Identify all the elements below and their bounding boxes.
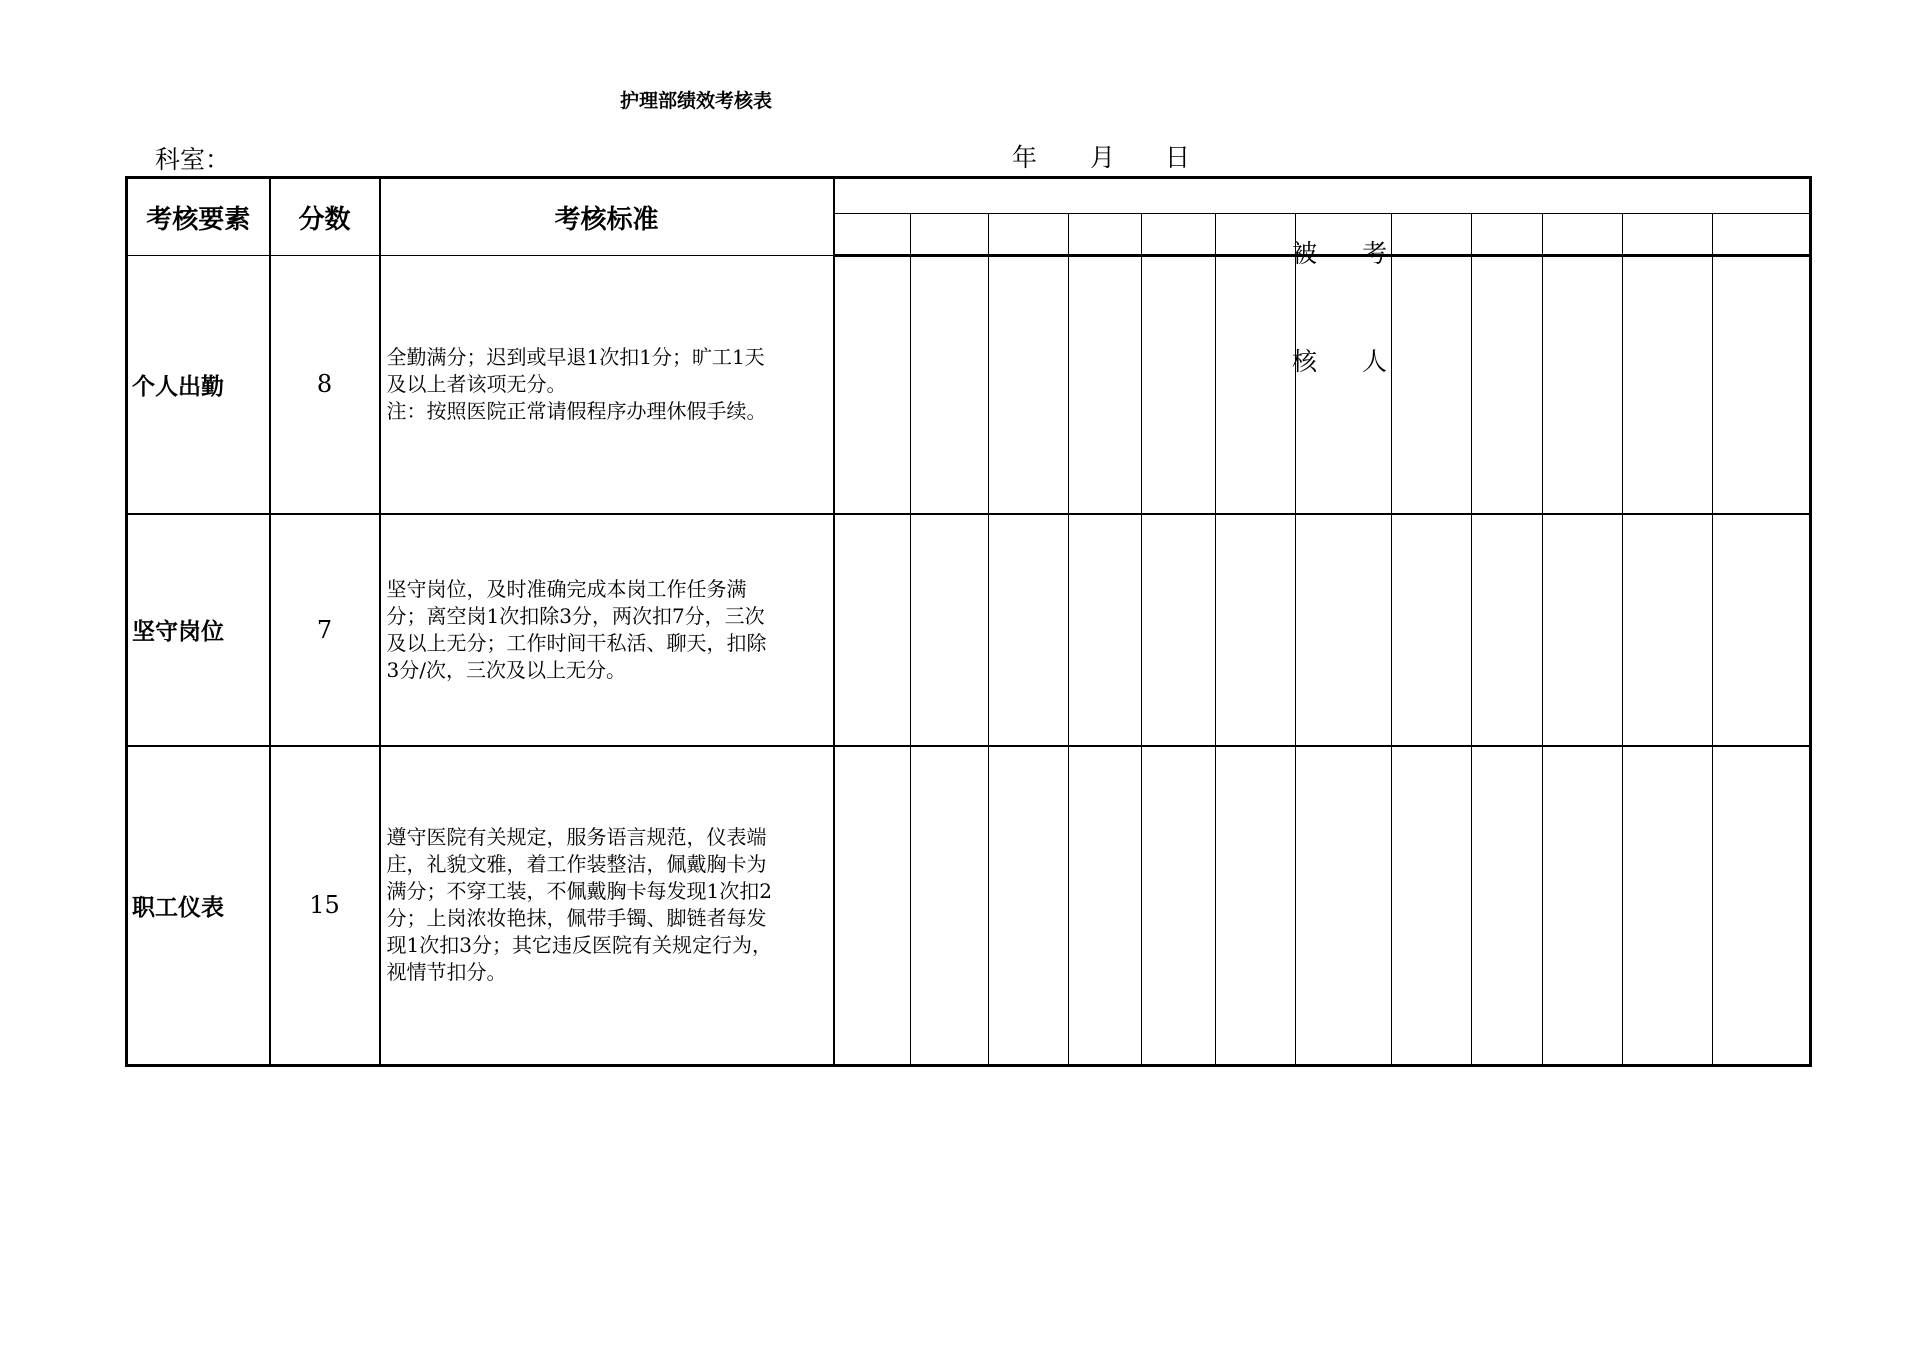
score-entry-cell[interactable] (1472, 746, 1543, 1066)
standard-line: 3分/次，三次及以上无分。 (386, 657, 626, 682)
assessee-name-cell[interactable] (1392, 214, 1472, 256)
month-label: 月 (1090, 143, 1116, 172)
score-entry-cell[interactable] (1623, 514, 1713, 746)
score-entry-cell[interactable] (1216, 256, 1296, 514)
standard-line: 分；离空岗1次扣除3分，两次扣7分，三次 (386, 603, 765, 628)
score-entry-cell[interactable] (834, 256, 911, 514)
assessee-name-cell[interactable] (1472, 214, 1543, 256)
score-entry-cell[interactable] (1216, 514, 1296, 746)
score-entry-cell[interactable] (1069, 746, 1142, 1066)
score-entry-cell[interactable] (1543, 256, 1623, 514)
score-entry-cell[interactable] (1296, 514, 1392, 746)
assessee-name-cell[interactable] (1713, 214, 1811, 256)
score-entry-cell[interactable] (834, 514, 911, 746)
score-entry-cell[interactable] (1296, 746, 1392, 1066)
element-cell: 个人出勤 (127, 256, 270, 514)
table-row (127, 514, 1811, 746)
score-entry-cell[interactable] (1623, 746, 1713, 1066)
standard-cell (380, 256, 834, 514)
assessee-name-cell[interactable] (989, 214, 1069, 256)
score-entry-cell[interactable] (1296, 256, 1392, 514)
header-element: 考核要素 (127, 178, 270, 256)
score-entry-cell[interactable] (1472, 514, 1543, 746)
assessee-char: 被 (1292, 239, 1318, 268)
standard-cell (380, 514, 834, 746)
assessee-char: 考 (1362, 239, 1388, 268)
table-row (127, 746, 1811, 1066)
standard-line: 满分；不穿工装，不佩戴胸卡每发现1次扣2 (386, 879, 772, 904)
standard-line: 及以上者该项无分。 (386, 371, 567, 396)
score-entry-cell[interactable] (989, 256, 1069, 514)
score-cell: 15 (270, 746, 380, 1066)
standard-line: 及以上无分；工作时间干私活、聊天，扣除 (386, 630, 767, 655)
assessee-name-cell[interactable] (1216, 214, 1296, 256)
score-entry-cell[interactable] (834, 746, 911, 1066)
standard-line: 分；上岗浓妆艳抹，佩带手镯、脚链者每发 (386, 906, 767, 931)
score-entry-cell[interactable] (989, 746, 1069, 1066)
standard-line: 视情节扣分。 (386, 960, 507, 985)
element-cell: 坚守岗位 (127, 514, 270, 746)
standard-line: 现1次扣3分；其它违反医院有关规定行为， (386, 933, 772, 958)
header-score: 分数 (270, 178, 380, 256)
assessee-name-cell[interactable] (1142, 214, 1216, 256)
year-label: 年 (1012, 143, 1038, 172)
standard-line: 注：按照医院正常请假程序办理休假手续。 (386, 398, 767, 423)
score-entry-cell[interactable] (1543, 514, 1623, 746)
assessee-name-cell[interactable] (1543, 214, 1623, 256)
assessee-name-cell[interactable] (834, 214, 911, 256)
assessee-name-cell[interactable] (1623, 214, 1713, 256)
standard-line: 坚守岗位，及时准确完成本岗工作任务满 (386, 576, 747, 601)
assessee-header-band (834, 178, 1811, 214)
score-entry-cell[interactable] (1069, 256, 1142, 514)
score-entry-cell[interactable] (1142, 514, 1216, 746)
standard-line: 庄，礼貌文雅，着工作装整洁，佩戴胸卡为 (386, 852, 767, 877)
assessee-char: 核 (1292, 347, 1318, 376)
score-entry-cell[interactable] (1713, 746, 1811, 1066)
score-entry-cell[interactable] (911, 514, 989, 746)
score-entry-cell[interactable] (911, 746, 989, 1066)
assessment-table (125, 176, 1812, 1067)
header-standard: 考核标准 (380, 178, 834, 256)
element-cell: 职工仪表 (127, 746, 270, 1066)
score-entry-cell[interactable] (1392, 256, 1472, 514)
score-entry-cell[interactable] (1392, 514, 1472, 746)
assessee-name-cell[interactable] (1069, 214, 1142, 256)
score-entry-cell[interactable] (1069, 514, 1142, 746)
assessee-char: 人 (1362, 347, 1388, 376)
assessee-name-cell[interactable] (1296, 214, 1392, 256)
score-entry-cell[interactable] (1472, 256, 1543, 514)
score-entry-cell[interactable] (1392, 746, 1472, 1066)
score-cell: 7 (270, 514, 380, 746)
score-entry-cell[interactable] (1216, 746, 1296, 1066)
score-entry-cell[interactable] (1142, 256, 1216, 514)
form-title: 护理部绩效考核表 (620, 90, 773, 112)
score-entry-cell[interactable] (1623, 256, 1713, 514)
score-entry-cell[interactable] (1713, 256, 1811, 514)
score-entry-cell[interactable] (1713, 514, 1811, 746)
standard-line: 遵守医院有关规定，服务语言规范，仪表端 (386, 825, 767, 850)
assessee-name-cell[interactable] (911, 214, 989, 256)
score-entry-cell[interactable] (989, 514, 1069, 746)
department-label: 科室： (155, 145, 231, 174)
standard-cell (380, 746, 834, 1066)
score-cell: 8 (270, 256, 380, 514)
score-entry-cell[interactable] (911, 256, 989, 514)
table-row (127, 256, 1811, 514)
score-entry-cell[interactable] (1142, 746, 1216, 1066)
day-label: 日 (1165, 143, 1191, 172)
standard-line: 全勤满分；迟到或早退1次扣1分；旷工1天 (386, 344, 765, 369)
score-entry-cell[interactable] (1543, 746, 1623, 1066)
